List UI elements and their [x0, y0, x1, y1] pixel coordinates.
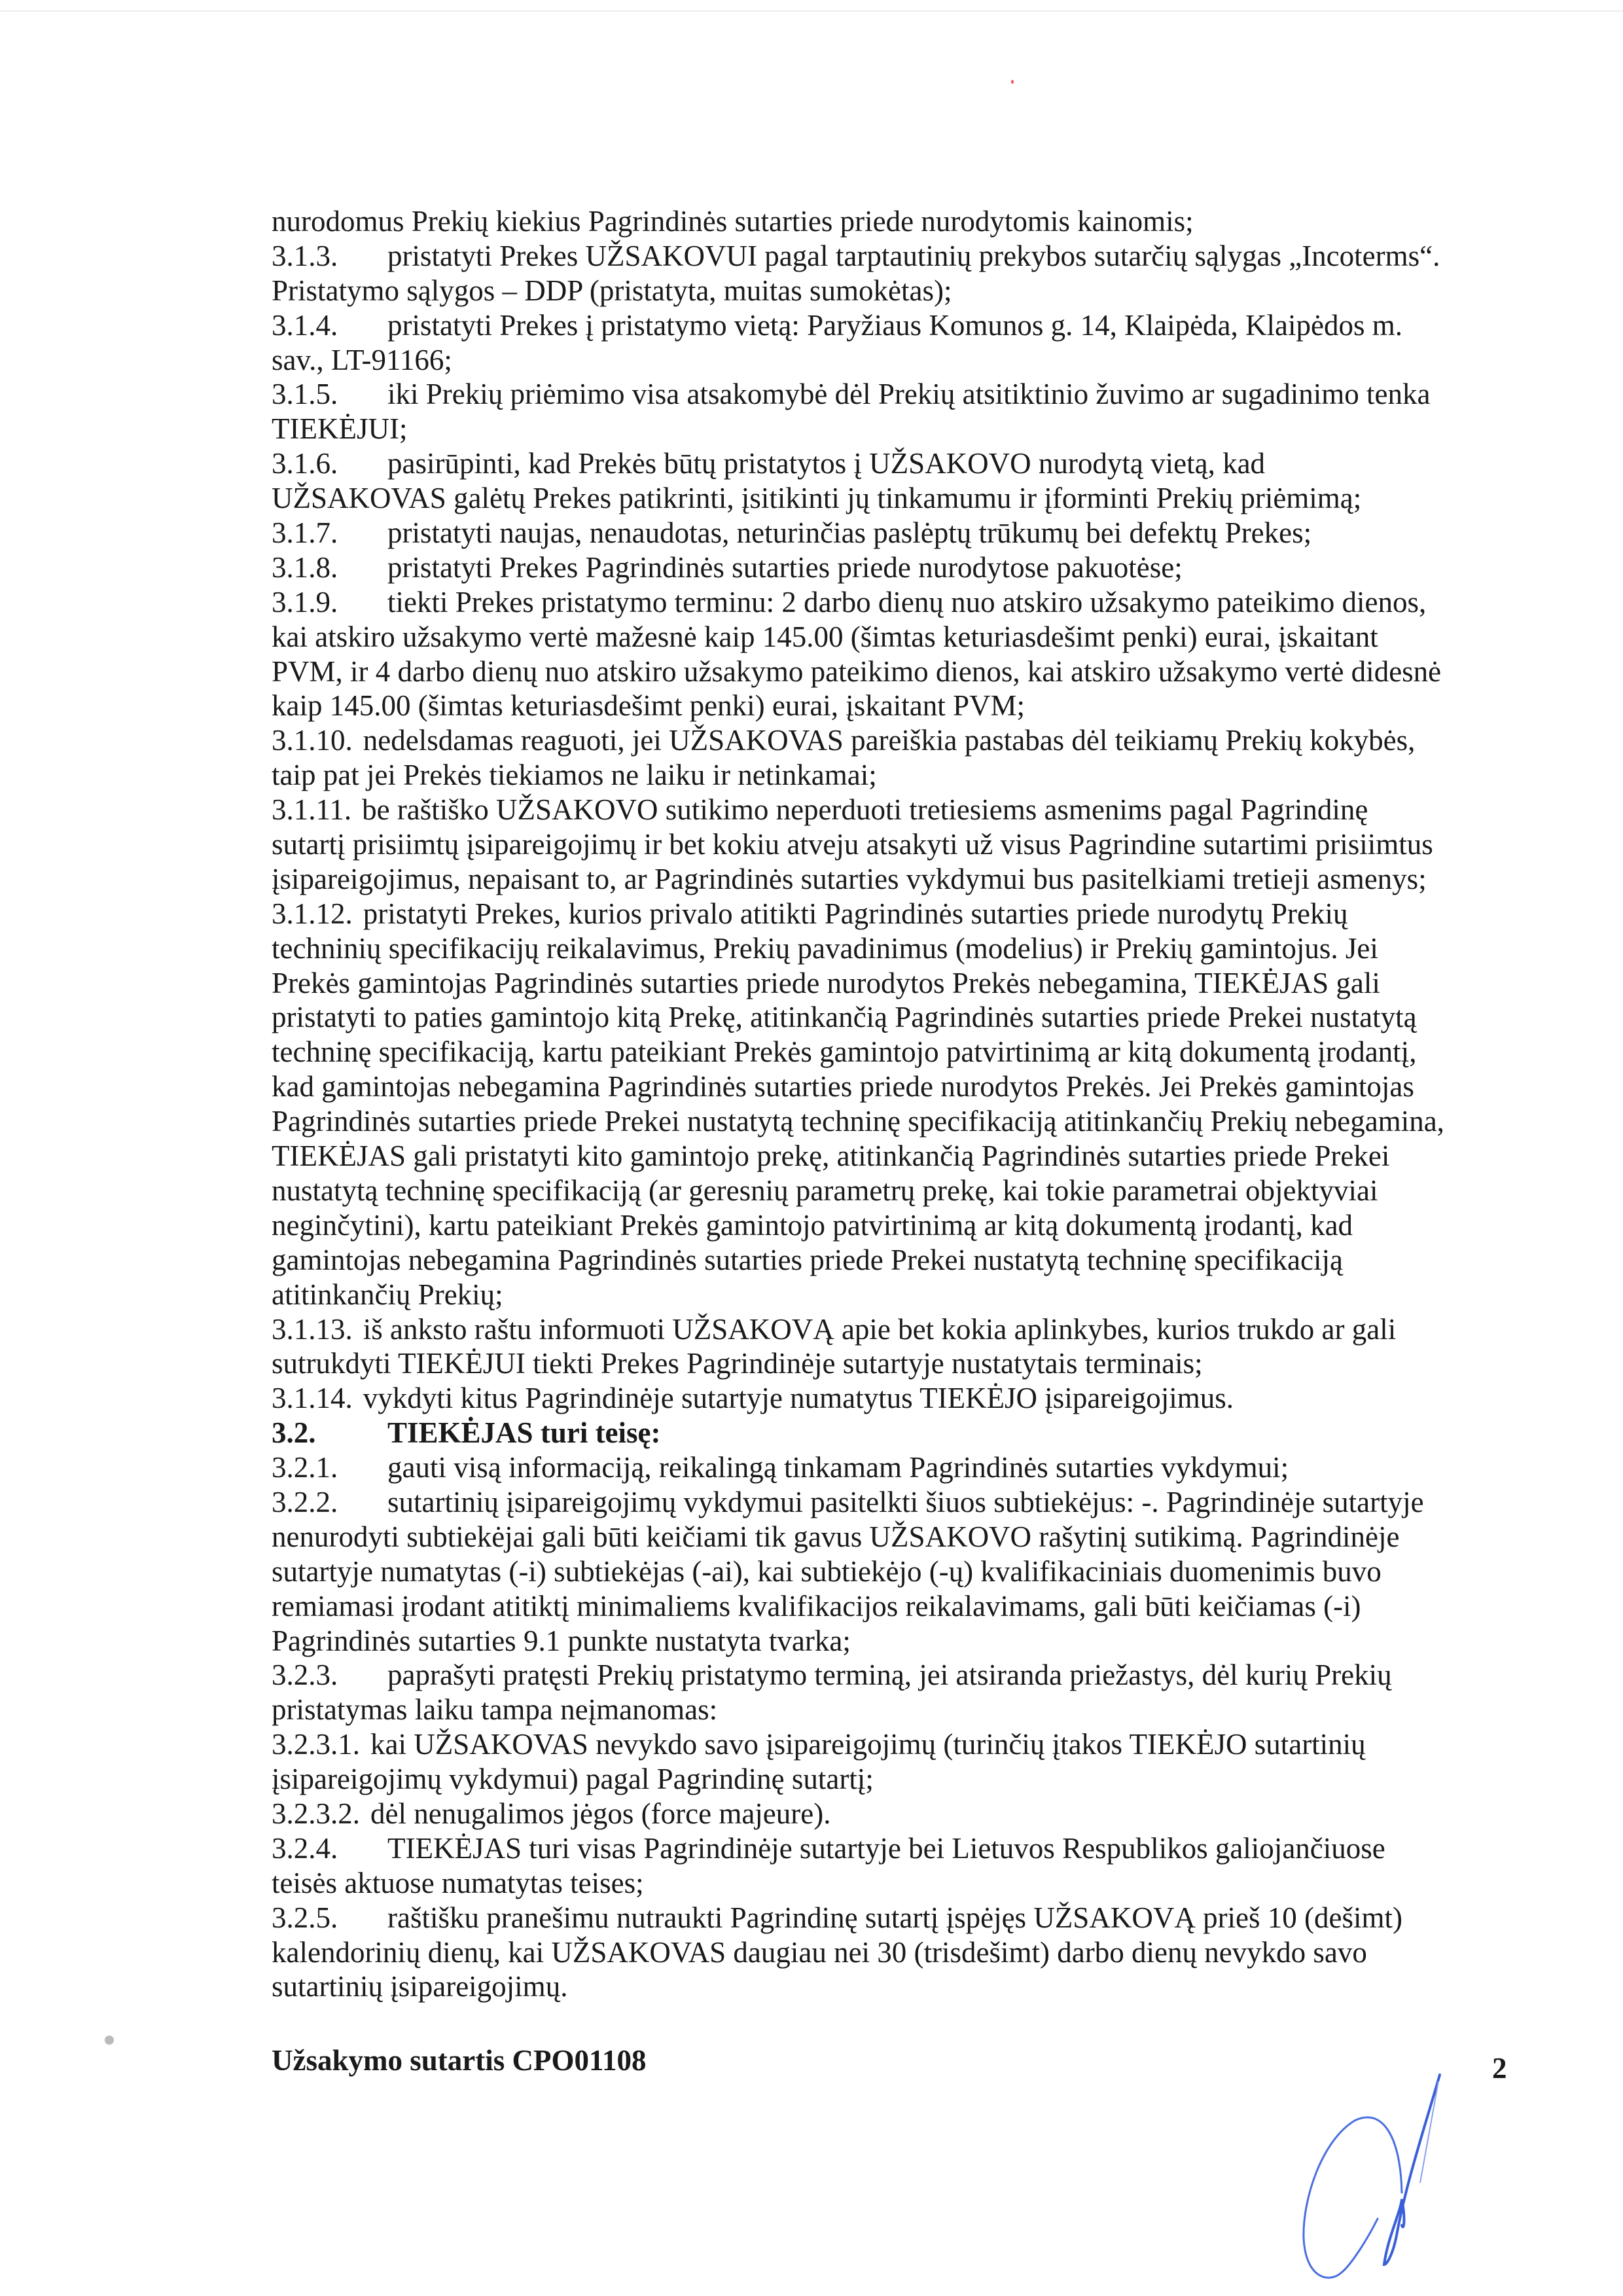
- clause-text: pasirūpinti, kad Prekės būtų pristatytos į UŽSAKOVO nurodytą vietą, kad: [387, 447, 1266, 480]
- clause-number: 3.2.3.: [272, 1659, 338, 1692]
- clause-line-first: [272, 723, 1554, 758]
- clause-line-first: [272, 1312, 1554, 1347]
- clause-text: TIEKĖJUI;: [272, 412, 408, 446]
- clause-line: [272, 481, 1554, 516]
- clause-text: sutartį prisiimtų įsipareigojimų ir bet kokiu atveju atsakyti už visus Pagrindine sutartimi prisiimtus: [272, 828, 1433, 861]
- clause-line: [272, 274, 1554, 308]
- clause-line-first: [272, 516, 1554, 550]
- clause-line-first: [272, 446, 1554, 481]
- clause-line: [272, 1139, 1554, 1174]
- clause-line: [272, 1554, 1554, 1589]
- clause-text: iš anksto raštu informuoti UŽSAKOVĄ apie bet kokia aplinkybes, kurios trukdo ar gali: [363, 1312, 1397, 1346]
- clause-line: [272, 1589, 1554, 1624]
- clause-text: nustatytą techninę specifikaciją (ar geresnių parametrų prekę, kai tokie parametrai objektyviai: [272, 1174, 1378, 1207]
- clause-line: [272, 1243, 1554, 1278]
- clause-text: be raštiško UŽSAKOVO sutikimo neperduoti tretiesiems asmenims pagal Pagrindinę: [362, 793, 1368, 827]
- clause-text: kad gamintojas nebegamina Pagrindinės sutarties priede nurodytos Prekės. Jei Prekės gamintojas: [272, 1070, 1414, 1103]
- clause-text: paprašyti pratęsti Prekių pristatymo terminą, jei atsiranda priežastys, dėl kurių Prekių: [387, 1659, 1392, 1692]
- clause-text: pristatyti to paties gamintojo kitą Prekę, atitinkančią Pagrindinės sutarties priede Prekei nustatytą: [272, 1001, 1417, 1034]
- clause-text: iki Prekių priėmimo visa atsakomybė dėl Prekių atsitiktinio žuvimo ar sugadinimo tenka: [387, 378, 1431, 411]
- clause-line-first: [272, 1831, 1554, 1866]
- clause-number: 3.1.6.: [272, 447, 338, 480]
- clause-text: techninių specifikacijų reikalavimus, Prekių pavadinimus (modelius) ir Prekių gamintojus. Jei: [272, 931, 1378, 965]
- clause-line-first: [272, 377, 1554, 412]
- clause-line: [272, 343, 1554, 378]
- clause-text: sav., LT-91166;: [272, 343, 452, 376]
- scan-edge-line: [0, 10, 1623, 12]
- clause-number: 3.1.10.: [272, 724, 353, 757]
- contract-body: [272, 204, 1554, 2004]
- clause-number: 3.2.5.: [272, 1901, 338, 1934]
- clause-line-first: [272, 1450, 1554, 1485]
- clause-text: pristatyti naujas, nenaudotas, neturinčias paslėptų trūkumų bei defektų Prekes;: [387, 516, 1312, 550]
- clause-line-first: [272, 1797, 1554, 1831]
- clause-text: Prekės gamintojas Pagrindinės sutarties priede nurodytos Prekės nebegamina, TIEKĖJAS gali: [272, 966, 1380, 999]
- clause-text: įsipareigojimus, nepaisant to, ar Pagrindinės sutarties vykdymui bus pasitelkiami tretieji asmenys;: [272, 862, 1427, 895]
- page-number: 2: [1492, 2052, 1507, 2085]
- clause-text: raštišku pranešimu nutraukti Pagrindinę sutartį įspėjęs UŽSAKOVĄ prieš 10 (dešimt): [387, 1901, 1403, 1934]
- clause-text: taip pat jei Prekės tiekiamos ne laiku ir netinkamai;: [272, 759, 877, 792]
- clause-number: 3.2.: [272, 1416, 316, 1450]
- clause-text: kai atskiro užsakymo vertė mažesnė kaip 145.00 (šimtas keturiasdešimt penki) eurai, įskaitant: [272, 620, 1378, 653]
- clause-line: [272, 758, 1554, 793]
- footer-contract-title: Užsakymo sutartis CPO01108: [272, 2044, 647, 2077]
- clause-text: pristatymas laiku tampa neįmanomas:: [272, 1693, 718, 1727]
- clause-line: [272, 655, 1554, 689]
- clause-line-first: [272, 793, 1554, 827]
- clause-line-first: [272, 897, 1554, 931]
- clause-text: gamintojas nebegamina Pagrindinės sutarties priede Prekei nustatytą techninę specifikaciją: [272, 1243, 1343, 1276]
- clause-text: pristatyti Prekes Pagrindinės sutarties priede nurodytose pakuotėse;: [387, 550, 1183, 584]
- clause-text: įsipareigojimų vykdymui) pagal Pagrindinę sutartį;: [272, 1763, 874, 1796]
- clause-number: 3.1.13.: [272, 1312, 353, 1346]
- clause-number: 3.2.4.: [272, 1831, 338, 1865]
- clause-text: TIEKĖJAS turi teisę:: [387, 1416, 661, 1450]
- clause-line: [272, 966, 1554, 1001]
- clause-line: [272, 1346, 1554, 1381]
- clause-text: kalendorinių dienų, kai UŽSAKOVAS daugiau nei 30 (trisdešimt) darbo dienų nevykdo savo: [272, 1935, 1367, 1969]
- clause-text: sutartinių įsipareigojimų vykdymui pasitelkti šiuos subtiekėjus: -. Pagrindinėje sutartyje: [387, 1485, 1424, 1518]
- scan-speck: [1011, 80, 1014, 84]
- clause-text: sutartyje numatytas (-i) subtiekėjas (-ai), kai subtiekėjo (-ų) kvalifikaciniais duomenimis buvo: [272, 1554, 1382, 1588]
- clause-text: gauti visą informaciją, reikalingą tinkamam Pagrindinės sutarties vykdymui;: [387, 1451, 1289, 1484]
- clause-line: [272, 1935, 1554, 1970]
- clause-line: [272, 1000, 1554, 1035]
- clause-line-first: [272, 1901, 1554, 1935]
- clause-line: [272, 1520, 1554, 1554]
- clause-text: Pagrindinės sutarties 9.1 punkte nustatyta tvarka;: [272, 1624, 851, 1657]
- clause-text: PVM, ir 4 darbo dienų nuo atskiro užsakymo pateikimo dienos, kai atskiro užsakymo vertė didesnė: [272, 655, 1442, 688]
- clause-text: kaip 145.00 (šimtas keturiasdešimt penki) eurai, įskaitant PVM;: [272, 689, 1026, 723]
- clause-text: tiekti Prekes pristatymo terminu: 2 darbo dienų nuo atskiro užsakymo pateikimo dienos,: [387, 585, 1427, 619]
- clause-text: pristatyti Prekes UŽSAKOVUI pagal tarptautinių prekybos sutarčių sąlygas „Incoterms“.: [387, 239, 1440, 272]
- clause-number: 3.2.2.: [272, 1485, 338, 1518]
- clause-text: techninę specifikaciją, kartu pateikiant Prekės gamintojo patvirtinimą ar kitą dokumentą įrodantį,: [272, 1035, 1417, 1069]
- clause-line: [272, 931, 1554, 966]
- clause-number: 3.2.3.2.: [272, 1797, 360, 1830]
- clause-line-first: [272, 585, 1554, 620]
- clause-line: [272, 1208, 1554, 1243]
- clause-number: 3.1.9.: [272, 585, 338, 619]
- clause-text: pristatyti Prekes į pristatymo vietą: Paryžiaus Komunos g. 14, Klaipėda, Klaipėdos m.: [387, 308, 1402, 342]
- clause-text: Pristatymo sąlygos – DDP (pristatyta, muitas sumokėtas);: [272, 274, 952, 307]
- clause-line: [272, 1693, 1554, 1727]
- clause-number: 3.1.12.: [272, 897, 353, 930]
- handwritten-signature: [1230, 2068, 1466, 2284]
- clause-line: [272, 862, 1554, 897]
- clause-line: [272, 1969, 1554, 2004]
- clause-line: [272, 1762, 1554, 1797]
- clause-number: 3.2.3.1.: [272, 1728, 360, 1761]
- clause-text: neginčytini), kartu pateikiant Prekės gamintojo patvirtinimą ar kitą dokumentą įrodantį, kad: [272, 1208, 1353, 1242]
- clause-text: atitinkančių Prekių;: [272, 1278, 503, 1311]
- clause-line-first: [272, 550, 1554, 585]
- clause-text: nedelsdamas reaguoti, jei UŽSAKOVAS pareiškia pastabas dėl teikiamų Prekių kokybės,: [363, 724, 1416, 757]
- clause-line: [272, 827, 1554, 862]
- clause-text: sutartinių įsipareigojimų.: [272, 1970, 568, 2003]
- clause-text: remiamasi įrodant atitiktį minimaliems kvalifikacijos reikalavimams, gali būti keičiamas (-i): [272, 1589, 1361, 1623]
- clause-text: pristatyti Prekes, kurios privalo atitikti Pagrindinės sutarties priede nurodytų Prekių: [363, 897, 1348, 930]
- clause-line-first: [272, 239, 1554, 274]
- clause-text: teisės aktuose numatytas teises;: [272, 1866, 644, 1899]
- clause-line-first: [272, 1658, 1554, 1693]
- clause-line: [272, 1624, 1554, 1659]
- clause-text: vykdyti kitus Pagrindinėje sutartyje numatytus TIEKĖJO įsipareigojimus.: [363, 1382, 1234, 1415]
- clause-text: Pagrindinės sutarties priede Prekei nustatytą techninę specifikaciją atitinkančių Prekių nebegamina,: [272, 1105, 1444, 1138]
- clause-text: dėl nenugalimos jėgos (force majeure).: [370, 1797, 831, 1830]
- clause-line-first: [272, 1727, 1554, 1762]
- clause-text: TIEKĖJAS gali pristatyti kito gamintojo prekę, atitinkančią Pagrindinės sutarties priede Prekei: [272, 1139, 1390, 1173]
- clause-line: [272, 620, 1554, 655]
- clause-text: UŽSAKOVAS galėtų Prekes patikrinti, įsitikinti jų tinkamumu ir įforminti Prekių priėmimą;: [272, 482, 1362, 515]
- clause-line: [272, 1866, 1554, 1901]
- clause-line: [272, 1278, 1554, 1312]
- clause-text: TIEKĖJAS turi visas Pagrindinėje sutartyje bei Lietuvos Respublikos galiojančiuose: [387, 1831, 1385, 1865]
- clause-number: 3.1.11.: [272, 793, 352, 827]
- clause-text: sutrukdyti TIEKĖJUI tiekti Prekes Pagrindinėje sutartyje nustatytais terminais;: [272, 1347, 1203, 1380]
- clause-line-first: [272, 308, 1554, 343]
- clause-text: kai UŽSAKOVAS nevykdo savo įsipareigojimų (turinčių įtakos TIEKĖJO sutartinių: [370, 1728, 1366, 1761]
- clause-number: 3.1.3.: [272, 239, 338, 272]
- clause-number: 3.1.5.: [272, 378, 338, 411]
- clause-line: [272, 204, 1554, 239]
- clause-line: [272, 412, 1554, 446]
- clause-number: 3.1.14.: [272, 1382, 353, 1415]
- clause-text: nurodomus Prekių kiekius Pagrindinės sutarties priede nurodytomis kainomis;: [272, 205, 1194, 238]
- clause-text: nenurodyti subtiekėjai gali būti keičiami tik gavus UŽSAKOVO rašytinį sutikimą. Pagrindinėje: [272, 1520, 1400, 1553]
- clause-line: [272, 1069, 1554, 1104]
- scan-speck: [105, 2036, 114, 2045]
- clause-line-first: [272, 1416, 1554, 1450]
- clause-line-first: [272, 1485, 1554, 1520]
- clause-number: 3.2.1.: [272, 1451, 338, 1484]
- clause-number: 3.1.4.: [272, 308, 338, 342]
- clause-number: 3.1.7.: [272, 516, 338, 550]
- clause-number: 3.1.8.: [272, 550, 338, 584]
- clause-line: [272, 1174, 1554, 1208]
- clause-line: [272, 1104, 1554, 1139]
- clause-line: [272, 1035, 1554, 1069]
- clause-line: [272, 689, 1554, 723]
- clause-line-first: [272, 1381, 1554, 1416]
